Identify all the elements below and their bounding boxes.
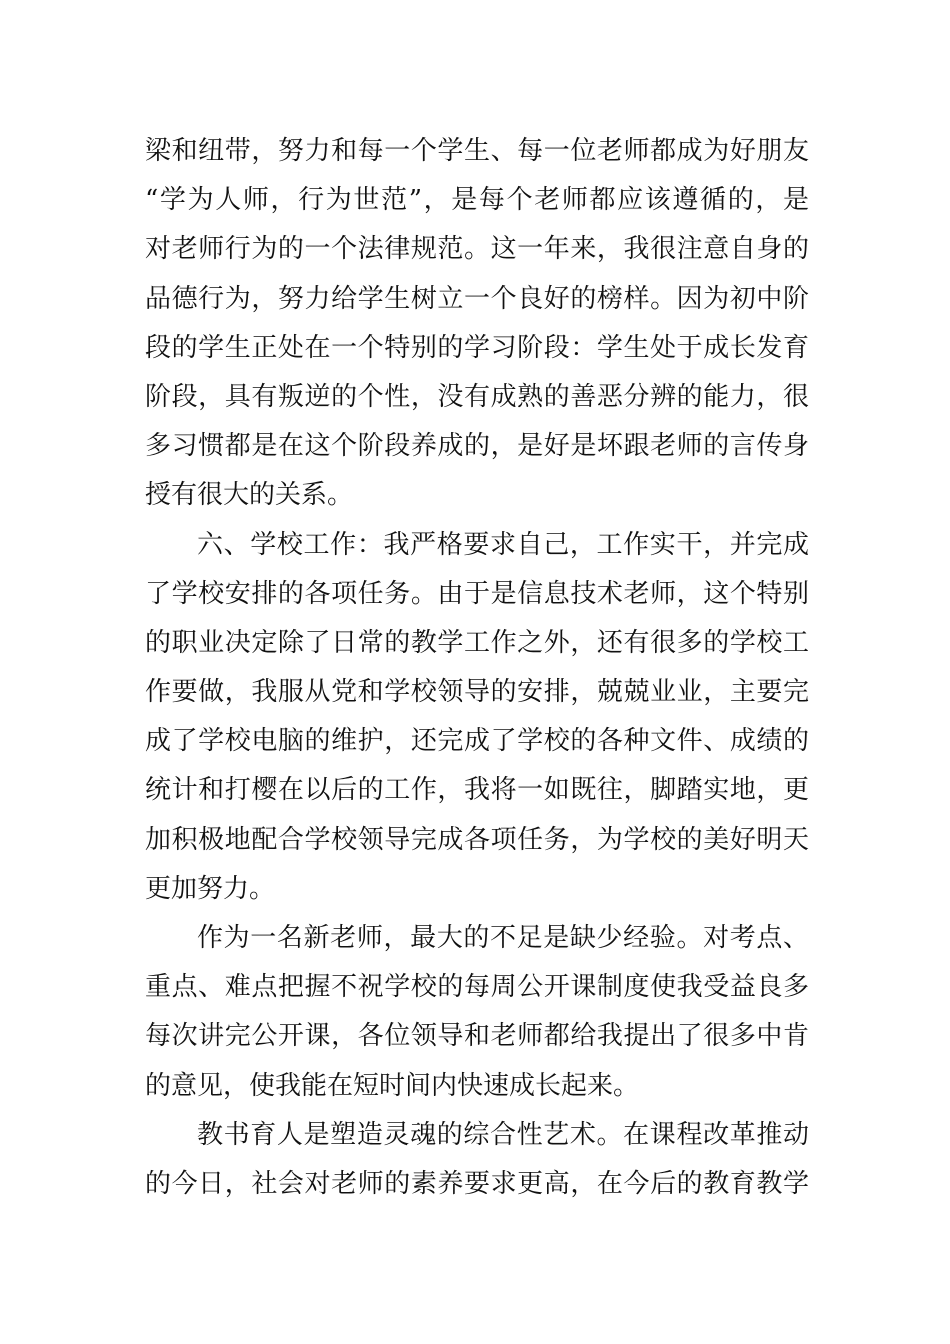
paragraph-1 — [145, 127, 809, 521]
text-line: 的职业决定除了日常的教学工作之外，还有很多的学校工 — [145, 627, 809, 658]
text-line: 更加努力。 — [145, 873, 276, 904]
text-line: 加积极地配合学校领导完成各项任务，为学校的美好明天 — [145, 824, 809, 855]
text-line: 重点、难点把握不祝学校的每周公开课制度使我受益良多 — [145, 972, 809, 1003]
text-line: 作为一名新老师，最大的不足是缺少经验。对考点、 — [197, 923, 809, 953]
paragraph-3 — [145, 914, 809, 1111]
text-line: 作要做，我服从党和学校领导的安排，兢兢业业，主要完 — [145, 677, 809, 708]
text-line: 品德行为，努力给学生树立一个良好的榜样。因为初中阶 — [145, 283, 809, 314]
text-line: 对老师行为的一个法律规范。这一年来，我很注意自身的 — [145, 234, 809, 265]
text-line: 每次讲完公开课，各位领导和老师都给我提出了很多中肯 — [145, 1021, 809, 1052]
text-line: 的今日，社会对老师的素养要求更高，在今后的教育教学 — [145, 1168, 809, 1199]
text-line: 统计和打樱在以后的工作，我将一如既往，脚踏实地，更 — [145, 775, 809, 806]
paragraph-2 — [145, 521, 809, 915]
paragraph-4 — [145, 1111, 809, 1209]
text-line: 六、学校工作：我严格要求自己，工作实干，并完成 — [197, 529, 809, 560]
text-line: 梁和纽带，努力和每一个学生、每一位老师都成为好朋友 — [145, 136, 809, 166]
text-line: 成了学校电脑的维护，还完成了学校的各种文件、成绩的 — [145, 726, 809, 757]
text-line: 段的学生正处在一个特别的学习阶段：学生处于成长发育 — [145, 332, 809, 363]
body-text — [145, 127, 809, 1209]
text-line: 了学校安排的各项任务。由于是信息技术老师，这个特别 — [145, 578, 809, 609]
text-line: 阶段，具有叛逆的个性，没有成熟的善恶分辨的能力，很 — [145, 381, 809, 412]
text-line: 教书育人是塑造灵魂的综合性艺术。在课程改革推动 — [197, 1119, 809, 1150]
text-line: 授有很大的关系。 — [145, 480, 354, 511]
text-line: 多习惯都是在这个阶段养成的，是好是坏跟老师的言传身 — [145, 431, 809, 462]
text-line: 的意见，使我能在短时间内快速成长起来。 — [145, 1070, 640, 1101]
text-line: “学为人师，行为世范”，是每个老师都应该遵循的，是 — [145, 185, 809, 216]
